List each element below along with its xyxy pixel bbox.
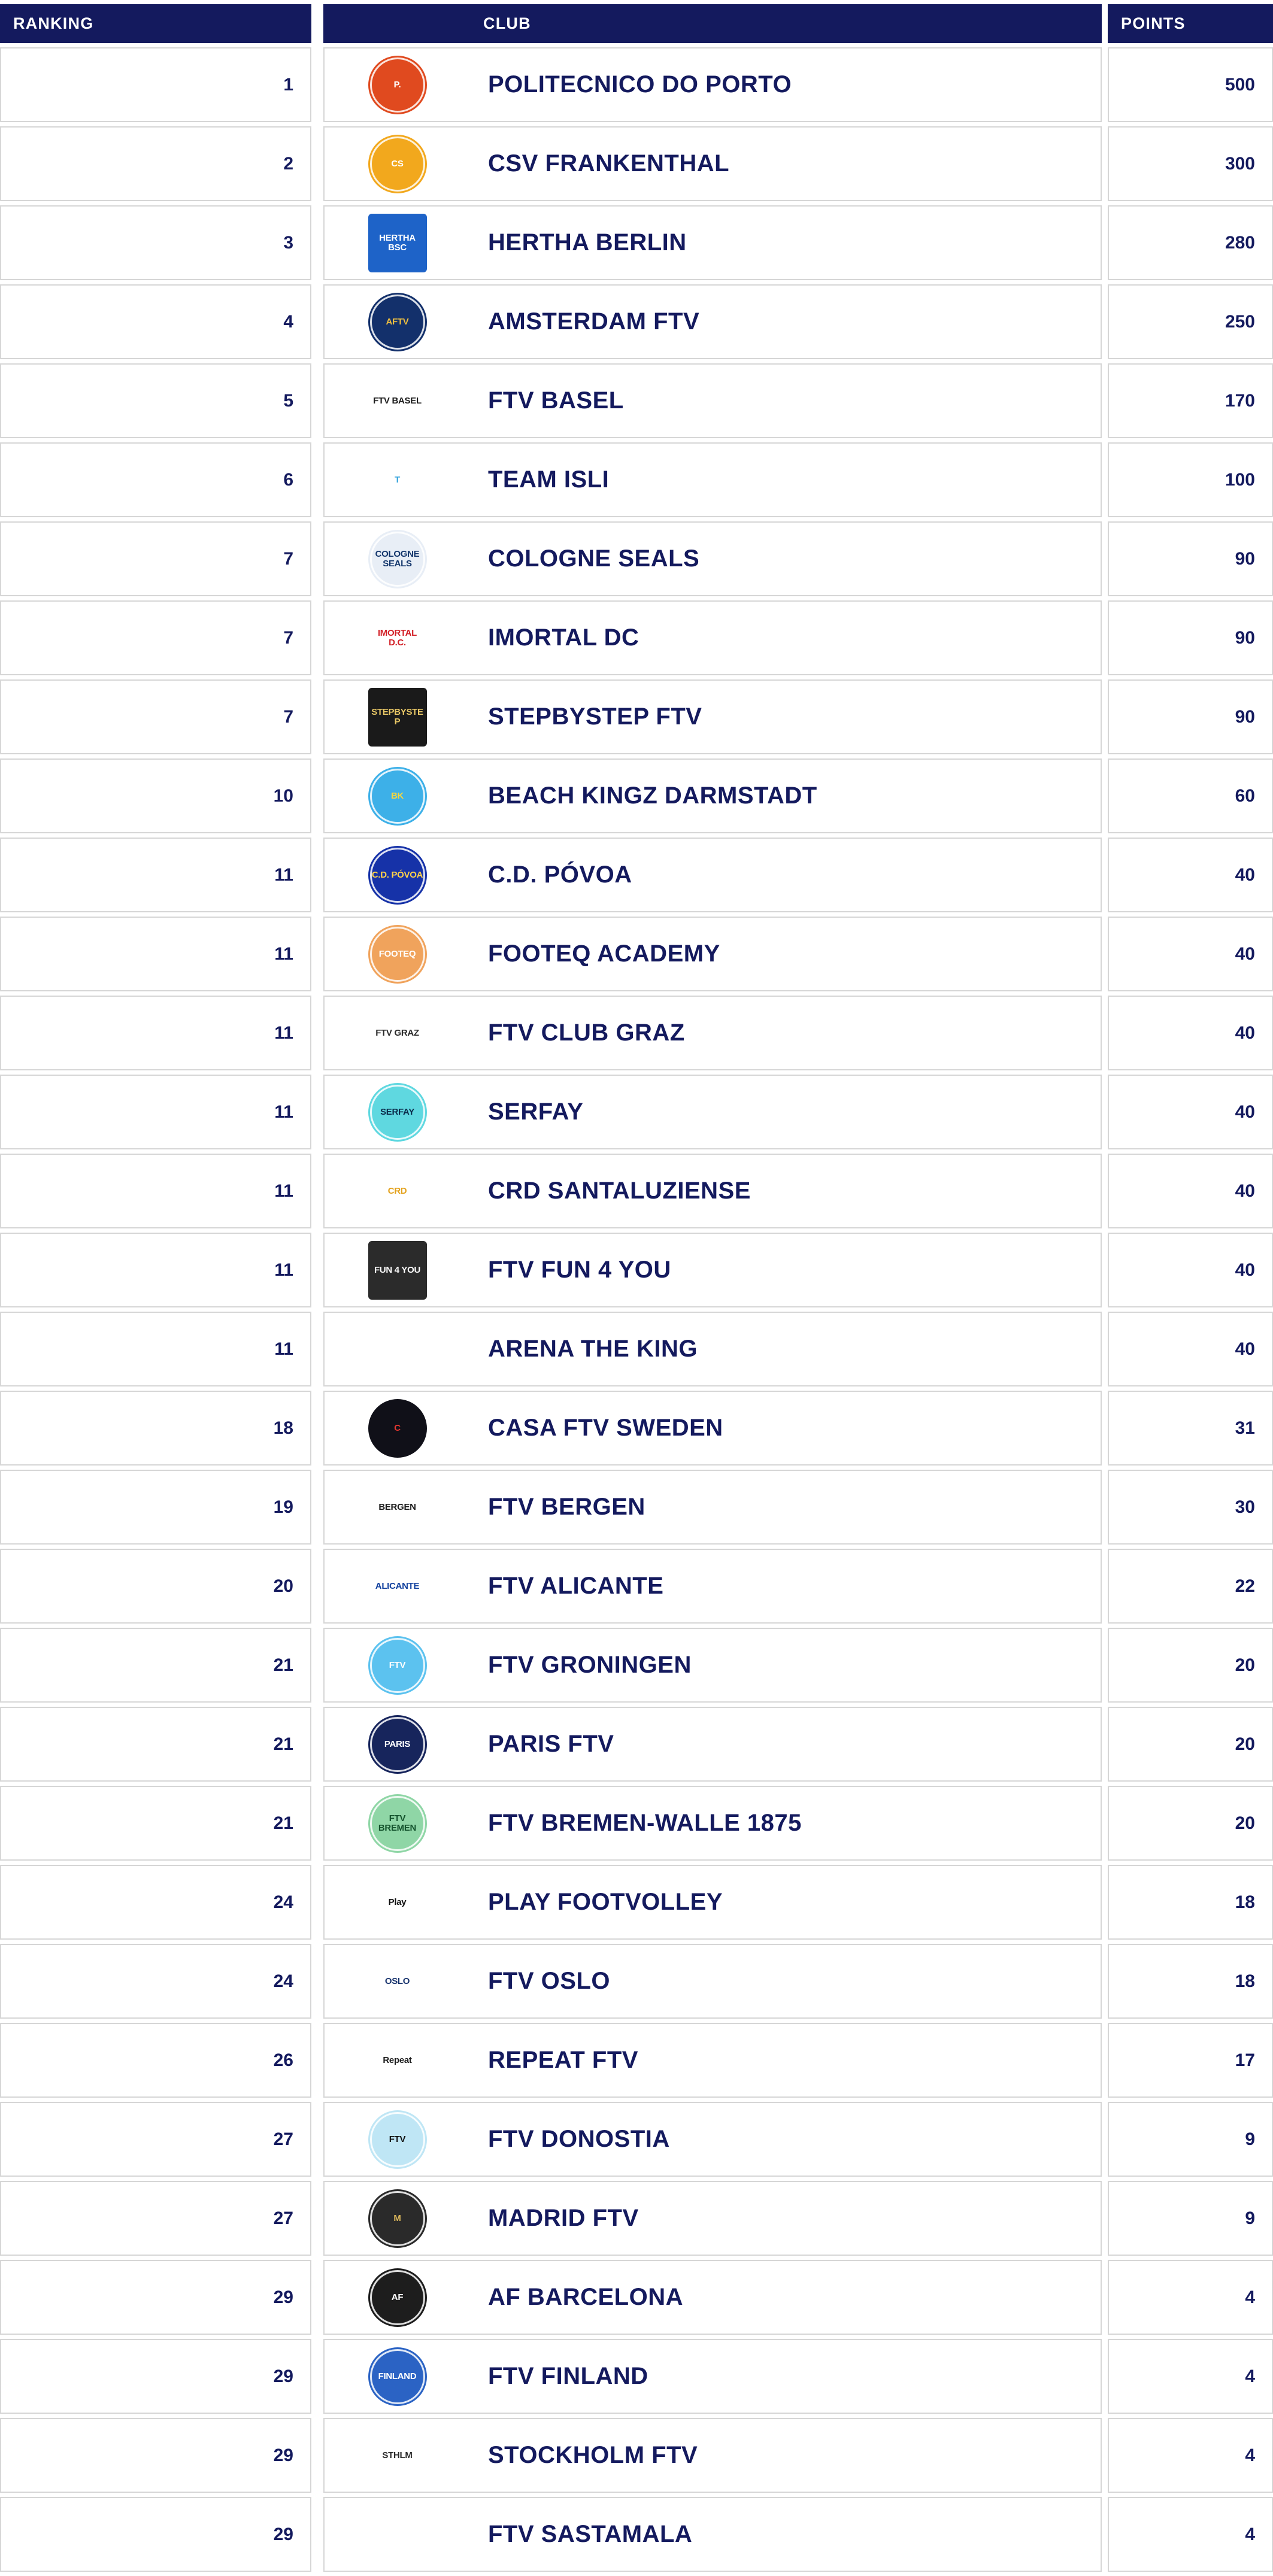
table-row[interactable] [0, 47, 1273, 122]
row-gap-1 [311, 363, 323, 438]
stepbystep-ftv-logo: STEPBYSTEP [368, 688, 427, 747]
crd-santaluziense-logo: CRD [368, 1162, 427, 1221]
points-value: 300 [1108, 126, 1273, 201]
club-name: FTV FUN 4 YOU [470, 1233, 1102, 1307]
club-logo-cell [323, 2260, 470, 2335]
table-row[interactable] [0, 1312, 1273, 1386]
table-row[interactable] [0, 1154, 1273, 1228]
row-gap-1 [311, 1391, 323, 1466]
ftv-club-graz-logo: FTV GRAZ [368, 1004, 427, 1063]
club-name: TEAM ISLI [470, 442, 1102, 517]
row-gap-1 [311, 758, 323, 833]
row-gap-1 [311, 600, 323, 675]
footeq-academy-logo: FOOTEQ [368, 925, 427, 984]
row-gap-2 [1102, 47, 1108, 122]
table-row[interactable] [0, 679, 1273, 754]
points-value: 40 [1108, 1312, 1273, 1386]
rank-value: 6 [0, 442, 311, 517]
rank-value: 7 [0, 600, 311, 675]
rank-value: 11 [0, 838, 311, 912]
table-row[interactable] [0, 1549, 1273, 1624]
club-logo-cell [323, 2418, 470, 2493]
rank-value: 5 [0, 363, 311, 438]
row-gap-1 [311, 1549, 323, 1624]
csv-frankenthal-logo: CS [368, 135, 427, 193]
club-logo-cell [323, 126, 470, 201]
row-gap-1 [311, 2260, 323, 2335]
row-gap-1 [311, 996, 323, 1070]
club-name: REPEAT FTV [470, 2023, 1102, 2098]
row-gap-1 [311, 47, 323, 122]
rank-value: 24 [0, 1944, 311, 2019]
table-row[interactable] [0, 2260, 1273, 2335]
table-row[interactable] [0, 2497, 1273, 2572]
ftv-groningen-logo: FTV [368, 1636, 427, 1695]
row-gap-2 [1102, 126, 1108, 201]
table-row[interactable] [0, 1391, 1273, 1466]
row-gap-1 [311, 679, 323, 754]
table-header [0, 4, 1273, 43]
rank-value: 21 [0, 1628, 311, 1703]
club-name: FTV OSLO [470, 1944, 1102, 2019]
club-logo-cell [323, 838, 470, 912]
club-logo-cell [323, 2339, 470, 2414]
club-name: FTV SASTAMALA [470, 2497, 1102, 2572]
table-row[interactable] [0, 442, 1273, 517]
row-gap-2 [1102, 2497, 1108, 2572]
header-points: POINTS [1108, 4, 1273, 43]
club-logo-cell [323, 1470, 470, 1545]
row-gap-1 [311, 2102, 323, 2177]
club-logo-cell [323, 521, 470, 596]
row-gap-2 [1102, 1944, 1108, 2019]
beach-kingz-darmstadt-logo: BK [368, 767, 427, 826]
club-name: MADRID FTV [470, 2181, 1102, 2256]
points-value: 31 [1108, 1391, 1273, 1466]
club-logo-cell [323, 205, 470, 280]
rank-value: 4 [0, 284, 311, 359]
points-value: 20 [1108, 1628, 1273, 1703]
table-header-row [0, 4, 1273, 43]
row-gap-1 [311, 917, 323, 991]
table-row[interactable] [0, 2023, 1273, 2098]
club-logo-cell [323, 1944, 470, 2019]
cologne-seals-logo: COLOGNE SEALS [368, 530, 427, 588]
club-logo-cell [323, 1786, 470, 1861]
rank-value: 29 [0, 2339, 311, 2414]
imortal-dc-logo: IMORTAL D.C. [368, 609, 427, 667]
row-gap-2 [1102, 838, 1108, 912]
row-gap-1 [311, 2418, 323, 2493]
table-row[interactable] [0, 996, 1273, 1070]
row-gap-1 [311, 442, 323, 517]
table-body [0, 47, 1273, 2572]
table-row[interactable] [0, 2102, 1273, 2177]
rank-value: 11 [0, 1075, 311, 1149]
club-name: COLOGNE SEALS [470, 521, 1102, 596]
club-logo-cell [323, 2497, 470, 2572]
row-gap-1 [311, 1154, 323, 1228]
row-gap-1 [311, 2497, 323, 2572]
rank-value: 27 [0, 2181, 311, 2256]
club-name: FTV CLUB GRAZ [470, 996, 1102, 1070]
rank-value: 11 [0, 1233, 311, 1307]
club-logo-cell [323, 1391, 470, 1466]
rank-value: 11 [0, 996, 311, 1070]
table-row[interactable] [0, 2181, 1273, 2256]
table-row[interactable] [0, 1470, 1273, 1545]
rank-value: 11 [0, 1154, 311, 1228]
cd-povoa-logo: C.D. PÓVOA [368, 846, 427, 905]
points-value: 9 [1108, 2181, 1273, 2256]
club-name: FTV BREMEN-WALLE 1875 [470, 1786, 1102, 1861]
af-barcelona-logo: AF [368, 2268, 427, 2327]
club-logo-cell [323, 996, 470, 1070]
row-gap-2 [1102, 1154, 1108, 1228]
politecnico-do-porto-logo: P. [368, 56, 427, 114]
ftv-fun-4-you-logo: FUN 4 YOU [368, 1241, 427, 1300]
ftv-finland-logo: FINLAND [368, 2347, 427, 2406]
rank-value: 29 [0, 2260, 311, 2335]
table-row[interactable] [0, 126, 1273, 201]
ftv-donostia-logo: FTV [368, 2110, 427, 2169]
row-gap-1 [311, 1865, 323, 1940]
team-isli-logo: T [368, 451, 427, 509]
table-row[interactable] [0, 1944, 1273, 2019]
table-row[interactable] [0, 1233, 1273, 1307]
club-name: PARIS FTV [470, 1707, 1102, 1782]
club-name: FTV DONOSTIA [470, 2102, 1102, 2177]
table-row[interactable] [0, 521, 1273, 596]
points-value: 40 [1108, 1154, 1273, 1228]
points-value: 20 [1108, 1786, 1273, 1861]
row-gap-1 [311, 2181, 323, 2256]
rank-value: 3 [0, 205, 311, 280]
row-gap-1 [311, 1944, 323, 2019]
points-value: 40 [1108, 1233, 1273, 1307]
club-logo-cell [323, 1312, 470, 1386]
table-row[interactable] [0, 758, 1273, 833]
ftv-bergen-logo: BERGEN [368, 1478, 427, 1537]
ftv-sastamala-logo [368, 2504, 427, 2562]
row-gap-2 [1102, 1549, 1108, 1624]
rank-value: 10 [0, 758, 311, 833]
rank-value: 11 [0, 1312, 311, 1386]
rank-value: 18 [0, 1391, 311, 1466]
points-value: 40 [1108, 838, 1273, 912]
club-logo-cell [323, 2181, 470, 2256]
stockholm-ftv-logo: STHLM [368, 2426, 427, 2485]
row-gap-2 [1102, 679, 1108, 754]
points-value: 170 [1108, 363, 1273, 438]
row-gap-2 [1102, 1786, 1108, 1861]
club-logo-cell [323, 1865, 470, 1940]
arena-the-king-logo [368, 1318, 427, 1377]
club-logo-cell [323, 758, 470, 833]
row-gap-1 [311, 284, 323, 359]
row-gap-1 [311, 838, 323, 912]
table-row[interactable] [0, 1786, 1273, 1861]
club-logo-cell [323, 284, 470, 359]
header-logo-blank [323, 4, 470, 43]
points-value: 4 [1108, 2497, 1273, 2572]
table-row[interactable] [0, 1865, 1273, 1940]
row-gap-2 [1102, 1312, 1108, 1386]
header-ranking: RANKING [0, 4, 311, 43]
row-gap-1 [311, 1707, 323, 1782]
row-gap-1 [311, 1628, 323, 1703]
header-gap-1 [311, 4, 323, 43]
table-row[interactable] [0, 838, 1273, 912]
table-row[interactable] [0, 1707, 1273, 1782]
row-gap-2 [1102, 2339, 1108, 2414]
club-name: CSV FRANKENTHAL [470, 126, 1102, 201]
rank-value: 29 [0, 2497, 311, 2572]
table-row[interactable] [0, 2339, 1273, 2414]
club-name: FOOTEQ ACADEMY [470, 917, 1102, 991]
casa-ftv-sweden-logo: C [368, 1399, 427, 1458]
points-value: 4 [1108, 2418, 1273, 2493]
row-gap-1 [311, 205, 323, 280]
rank-value: 7 [0, 679, 311, 754]
club-name: AMSTERDAM FTV [470, 284, 1102, 359]
row-gap-2 [1102, 600, 1108, 675]
row-gap-2 [1102, 205, 1108, 280]
club-name: SERFAY [470, 1075, 1102, 1149]
points-value: 20 [1108, 1707, 1273, 1782]
club-name: FTV BERGEN [470, 1470, 1102, 1545]
points-value: 500 [1108, 47, 1273, 122]
ftv-basel-logo: FTV BASEL [368, 372, 427, 430]
club-name: ARENA THE KING [470, 1312, 1102, 1386]
row-gap-2 [1102, 1707, 1108, 1782]
club-logo-cell [323, 1233, 470, 1307]
header-club: CLUB [470, 4, 1102, 43]
club-name: PLAY FOOTVOLLEY [470, 1865, 1102, 1940]
rank-value: 20 [0, 1549, 311, 1624]
row-gap-2 [1102, 1628, 1108, 1703]
rank-value: 11 [0, 917, 311, 991]
rank-value: 27 [0, 2102, 311, 2177]
points-value: 40 [1108, 1075, 1273, 1149]
club-logo-cell [323, 1154, 470, 1228]
row-gap-2 [1102, 284, 1108, 359]
amsterdam-ftv-logo: AFTV [368, 293, 427, 351]
row-gap-1 [311, 1075, 323, 1149]
points-value: 40 [1108, 996, 1273, 1070]
row-gap-2 [1102, 1233, 1108, 1307]
rank-value: 26 [0, 2023, 311, 2098]
points-value: 9 [1108, 2102, 1273, 2177]
club-logo-cell [323, 2023, 470, 2098]
row-gap-1 [311, 126, 323, 201]
points-value: 90 [1108, 600, 1273, 675]
points-value: 22 [1108, 1549, 1273, 1624]
table-row[interactable] [0, 600, 1273, 675]
club-logo-cell [323, 47, 470, 122]
club-name: CRD SANTALUZIENSE [470, 1154, 1102, 1228]
row-gap-2 [1102, 1391, 1108, 1466]
ftv-oslo-logo: OSLO [368, 1952, 427, 2011]
serfay-logo: SERFAY [368, 1083, 427, 1142]
club-name: AF BARCELONA [470, 2260, 1102, 2335]
row-gap-2 [1102, 996, 1108, 1070]
play-footvolley-logo: Play [368, 1873, 427, 1932]
club-name: STOCKHOLM FTV [470, 2418, 1102, 2493]
points-value: 60 [1108, 758, 1273, 833]
rank-value: 21 [0, 1786, 311, 1861]
rank-value: 21 [0, 1707, 311, 1782]
row-gap-1 [311, 1470, 323, 1545]
club-logo-cell [323, 442, 470, 517]
repeat-ftv-logo: Repeat [368, 2031, 427, 2090]
row-gap-1 [311, 1786, 323, 1861]
club-name: CASA FTV SWEDEN [470, 1391, 1102, 1466]
row-gap-2 [1102, 1865, 1108, 1940]
row-gap-1 [311, 1233, 323, 1307]
table-row[interactable] [0, 2418, 1273, 2493]
points-value: 280 [1108, 205, 1273, 280]
row-gap-2 [1102, 442, 1108, 517]
rank-value: 19 [0, 1470, 311, 1545]
club-logo-cell [323, 1628, 470, 1703]
rank-value: 7 [0, 521, 311, 596]
points-value: 90 [1108, 521, 1273, 596]
header-gap-2 [1102, 4, 1108, 43]
row-gap-2 [1102, 2023, 1108, 2098]
club-logo-cell [323, 363, 470, 438]
points-value: 90 [1108, 679, 1273, 754]
club-logo-cell [323, 917, 470, 991]
row-gap-2 [1102, 1075, 1108, 1149]
club-name: HERTHA BERLIN [470, 205, 1102, 280]
row-gap-2 [1102, 758, 1108, 833]
row-gap-2 [1102, 2418, 1108, 2493]
paris-ftv-logo: PARIS [368, 1715, 427, 1774]
table-row[interactable] [0, 284, 1273, 359]
club-name: C.D. PÓVOA [470, 838, 1102, 912]
row-gap-2 [1102, 363, 1108, 438]
row-gap-2 [1102, 2102, 1108, 2177]
club-name: FTV GRONINGEN [470, 1628, 1102, 1703]
points-value: 18 [1108, 1865, 1273, 1940]
club-logo-cell [323, 1075, 470, 1149]
row-gap-1 [311, 1312, 323, 1386]
table-row[interactable] [0, 1628, 1273, 1703]
rank-value: 24 [0, 1865, 311, 1940]
club-name: STEPBYSTEP FTV [470, 679, 1102, 754]
row-gap-2 [1102, 2181, 1108, 2256]
points-value: 18 [1108, 1944, 1273, 2019]
club-name: POLITECNICO DO PORTO [470, 47, 1102, 122]
row-gap-1 [311, 521, 323, 596]
table-row[interactable] [0, 205, 1273, 280]
club-logo-cell [323, 1549, 470, 1624]
ftv-alicante-logo: ALICANTE [368, 1557, 427, 1616]
club-name: FTV FINLAND [470, 2339, 1102, 2414]
rank-value: 2 [0, 126, 311, 201]
madrid-ftv-logo: M [368, 2189, 427, 2248]
row-gap-2 [1102, 521, 1108, 596]
points-value: 4 [1108, 2260, 1273, 2335]
table-row[interactable] [0, 1075, 1273, 1149]
club-name: BEACH KINGZ DARMSTADT [470, 758, 1102, 833]
ftv-bremen-walle-logo: FTV BREMEN [368, 1794, 427, 1853]
hertha-berlin-logo: HERTHA BSC [368, 214, 427, 272]
club-logo-cell [323, 600, 470, 675]
club-name: FTV BASEL [470, 363, 1102, 438]
row-gap-1 [311, 2023, 323, 2098]
club-logo-cell [323, 679, 470, 754]
row-gap-1 [311, 2339, 323, 2414]
club-logo-cell [323, 1707, 470, 1782]
points-value: 17 [1108, 2023, 1273, 2098]
club-logo-cell [323, 2102, 470, 2177]
club-name: IMORTAL DC [470, 600, 1102, 675]
points-value: 4 [1108, 2339, 1273, 2414]
table-row[interactable] [0, 363, 1273, 438]
club-name: FTV ALICANTE [470, 1549, 1102, 1624]
row-gap-2 [1102, 1470, 1108, 1545]
points-value: 100 [1108, 442, 1273, 517]
rank-value: 1 [0, 47, 311, 122]
row-gap-2 [1102, 917, 1108, 991]
row-gap-2 [1102, 2260, 1108, 2335]
points-value: 40 [1108, 917, 1273, 991]
points-value: 30 [1108, 1470, 1273, 1545]
rank-value: 29 [0, 2418, 311, 2493]
points-value: 250 [1108, 284, 1273, 359]
table-row[interactable] [0, 917, 1273, 991]
